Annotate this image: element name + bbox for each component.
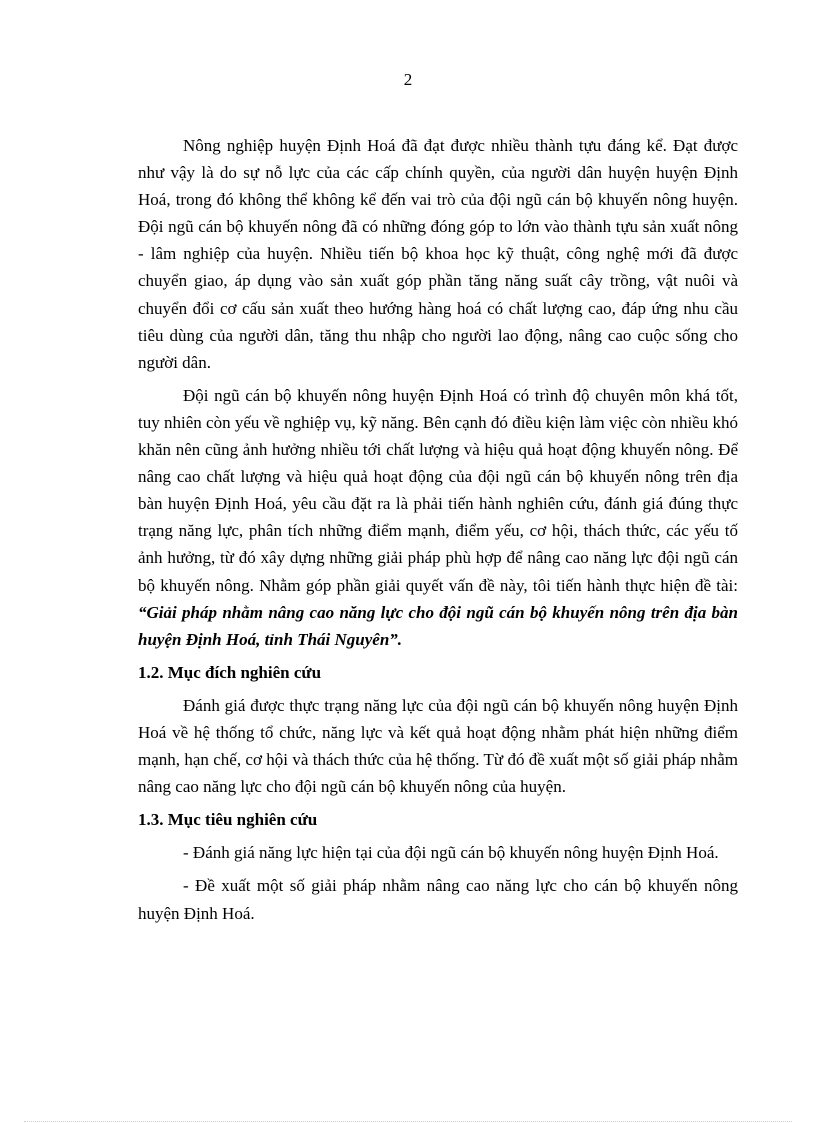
objective-item: - Đánh giá năng lực hiện tại của đội ngũ cán bộ khuyến nông huyện Định Hoá. [183,843,719,863]
page-number: 2 [403,70,413,89]
section-heading-purpose: 1.2. Mục đích nghiên cứu [138,662,322,682]
page-bottom-divider [24,1121,792,1122]
section-heading-objectives: 1.3. Mục tiêu nghiên cứu [138,810,318,830]
paragraph-purpose: Đánh giá được thực trạng năng lực của đội ngũ cán bộ khuyến nông huyện Định Hoá về hệ thống tổ chức, năng lực và kết quả hoạt động nhằm phát hiện những điểm mạnh, hạn chế, cơ hội và thách thức của hệ thống. Từ đó đề xuất một số giải pháp nhằm nâng cao năng lực cho đội ngũ cán bộ khuyến nông của huyện. [138,695,738,797]
paragraph-achievements: Nông nghiệp huyện Định Hoá đã đạt được nhiều thành tựu đáng kể. Đạt được như vậy là do sự nỗ lực của các cấp chính quyền, của người dân huyện huyện Định Hoá, trong đó không thể không kể đến vai trò của đội ngũ cán bộ khuyến nông huyện. Đội ngũ cán bộ khuyến nông đã có những đóng góp to lớn vào thành tựu sản xuất nông - lâm nghiệp của huyện. Nhiều tiến bộ khoa học kỹ thuật, công nghệ mới đã được chuyển giao, áp dụng vào sản xuất góp phần tăng năng suất cây trồng, vật nuôi và chuyển đổi cơ cấu sản xuất theo hướng hàng hoá có chất lượng cao, đáp ứng nhu cầu tiêu dùng của người dân, tăng thu nhập cho người lao động, nâng cao cuộc sống cho người dân. [138,136,738,372]
objective-item: - Đề xuất một số giải pháp nhằm nâng cao năng lực cho cán bộ khuyến nông huyện Định Hoá. [138,876,738,923]
document-body [138,132,738,933]
paragraph-rationale-text: Đội ngũ cán bộ khuyến nông huyện Định Hoá có trình độ chuyên môn khá tốt, tuy nhiên còn yếu về nghiệp vụ, kỹ năng. Bên cạnh đó điều kiện làm việc còn nhiều khó khăn nên cũng ảnh hưởng nhiều tới chất lượng và hiệu quả hoạt động khuyến nông. Để nâng cao chất lượng và hiệu quả hoạt động của đội ngũ cán bộ khuyến nông trên địa bàn huyện Định Hoá, yêu cầu đặt ra là phải tiến hành nghiên cứu, đánh giá đúng thực trạng năng lực, phân tích những điểm mạnh, điểm yếu, cơ hội, thách thức, các yếu tố ảnh hưởng, từ đó xây dựng những giải pháp phù hợp để nâng cao năng lực đội ngũ cán bộ khuyến nông. Nhằm góp phần giải quyết vấn đề này, tôi tiến hành thực hiện đề tài: [138,385,738,595]
paragraph-research-rationale [138,382,738,653]
thesis-title: “Giải pháp nhằm nâng cao năng lực cho đội ngũ cán bộ khuyến nông trên địa bàn huyện Định Hoá, tỉnh Thái Nguyên”. [138,602,738,649]
